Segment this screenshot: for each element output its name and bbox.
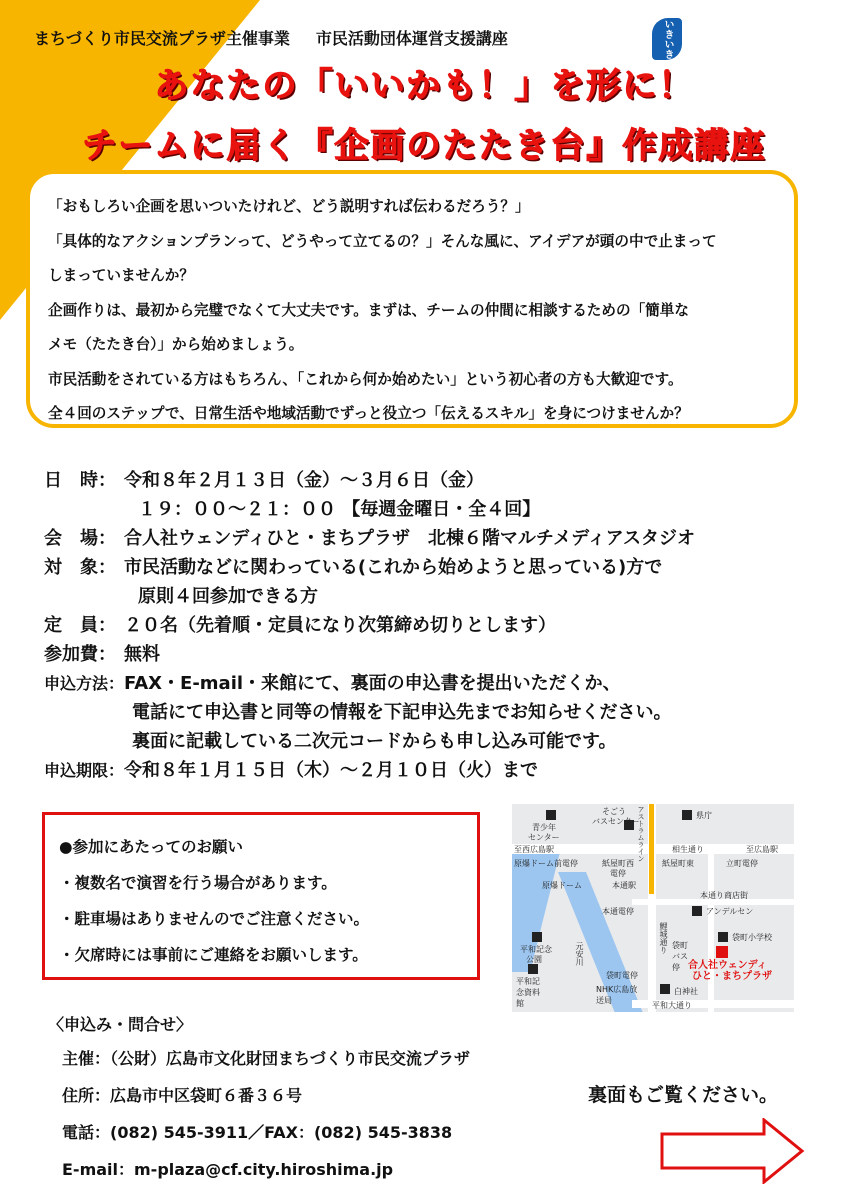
notice-box [42, 812, 480, 980]
ikiiki-logo [652, 18, 682, 60]
intro-line: 「具体的なアクションプランって、どうやって立てるの？」そんな風に、アイデアが頭の中で止まって [48, 232, 717, 250]
date-value: 令和８年２月１３日（金）～３月６日（金） [124, 470, 484, 491]
map-label-bus-center: バスセンター [592, 817, 640, 826]
map-label-heiwa-kinen: 平和記念 [520, 945, 552, 954]
deadline-value: 令和８年１月１５日（木）～２月１０日（火）まで [124, 760, 538, 781]
capacity-label: 定 員： [44, 615, 116, 636]
apply-value-2: 電話にて申込書と同等の情報を下記申込先までお知らせください。 [132, 702, 672, 723]
right-arrow-icon [660, 1118, 806, 1184]
contact-phone: 電話：(082) 545-3911／FAX：(082) 545-3838 [62, 1123, 453, 1142]
intro-line: 全４回のステップで、日常生活や地域活動でずっと役立つ「伝えるスキル」を身につけませんか？ [48, 405, 689, 422]
map-label-nishihiroshima: 至西広島駅 [514, 845, 554, 854]
title-line-2: チームに届く『企画のたたき台』作成講座 [82, 126, 767, 166]
capacity-value: ２０名（先着順・定員になり次第締め切りとします） [124, 615, 556, 636]
map-label-genbaku-stop: 原爆ドーム前電停 [514, 859, 578, 868]
series-name: 市民活動団体運営支援講座 [315, 29, 508, 48]
map-label-genbaku-dome: 原爆ドーム [542, 881, 582, 890]
back-note: 裏面もご覧ください。 [588, 1084, 779, 1106]
astram-line [649, 804, 654, 894]
venue-value: 合人社ウェンディひと・まちプラザ 北棟６階マルチメディアスタジオ [124, 528, 695, 549]
map-label-motoyasu: 元安川 [575, 942, 584, 966]
venue-row [44, 524, 695, 553]
map-label-venue-2: ひと・まちプラザ [692, 971, 772, 982]
target-label: 対 象： [44, 557, 116, 578]
notice-item: ・駐車場はありませんのでご注意ください。 [59, 910, 370, 928]
map-label-andersen: アンデルセン [706, 907, 754, 916]
kencho-block [682, 810, 692, 820]
fee-value: 無料 [124, 644, 160, 665]
shirakami-block [660, 984, 670, 994]
organizer-event: まちづくり市民交流プラザ主催事業 [34, 29, 290, 48]
notice-title: ●参加にあたってのお願い [59, 838, 244, 856]
map-label-aioi: 相生通り [672, 845, 704, 854]
map-label-rijo: 鯉城通り [659, 922, 668, 954]
date-label: 日 時： [44, 470, 116, 491]
map-label-kencho: 県庁 [696, 811, 712, 820]
deadline-label: 申込期限： [44, 761, 125, 780]
intro-line: 「おもしろい企画を思いついたけれど、どう説明すれば伝わるだろう？」 [48, 198, 530, 215]
map-label-bus-stop: 袋町バス停 [672, 941, 688, 972]
header-line [34, 26, 508, 49]
map-label-kamiyacho-east: 紙屋町東 [662, 859, 694, 868]
venue-label: 会 場： [44, 528, 116, 549]
intro-line: しまっていませんか？ [48, 267, 194, 284]
date-row [44, 466, 695, 495]
andersen-block [692, 906, 702, 916]
contact-address: 住所：広島市中区袋町６番３６号 [62, 1086, 303, 1105]
map-label-fukuromachi-school: 袋町小学校 [732, 933, 772, 942]
map-label-heiwa-odori: 平和大通り [652, 1001, 692, 1010]
map-label-shirakami: 白神社 [674, 987, 698, 996]
map-label-densha: 電停 [610, 869, 626, 878]
contact-info [48, 1010, 470, 1188]
map-label-seishonen: 青少年 [532, 823, 556, 832]
time-row [44, 495, 695, 524]
apply-value-3: 裏面に記載している二次元コードからも申し込み可能です。 [132, 731, 617, 752]
map-label-hondori: 本通駅 [612, 881, 636, 890]
contact-email: E-mail：m-plaza@cf.city.hiroshima.jp [62, 1160, 394, 1179]
apply-label: 申込方法： [44, 674, 125, 693]
intro-line: メモ（たたき台）」から始めましょう。 [48, 336, 304, 353]
apply-row-2 [44, 698, 695, 727]
school-block [718, 932, 728, 942]
notice-item: ・複数名で演習を行う場合があります。 [59, 874, 337, 892]
apply-row [44, 669, 695, 698]
apply-row-3 [44, 727, 695, 756]
map-label-nhk: NHK広島放送局 [596, 985, 638, 1005]
map-label-kamiyacho-west: 紙屋町西 [602, 859, 634, 868]
venue-marker [716, 946, 728, 958]
map-label-hondori-stop: 本通電停 [602, 907, 634, 916]
map-label-tatemachi: 立町電停 [726, 859, 758, 868]
map-label-koen: 公園 [526, 955, 542, 964]
target-value-2: 原則４回参加できる方 [138, 586, 318, 607]
intro-line: 市民活動をされている方はもちろん、「これから何か始めたい」という初心者の方も大歓迎です。 [48, 370, 683, 388]
contact-host: 主催：（公財）広島市文化財団まちづくり市民交流プラザ [62, 1049, 470, 1068]
fee-label: 参加費： [44, 644, 116, 665]
capacity-row [44, 611, 695, 640]
intro-line: 企画作りは、最初から完璧でなくて大丈夫です。まずは、チームの仲間に相談するための「簡単な [48, 301, 689, 319]
map-label-fukuromachi-stop: 袋町電停 [606, 971, 638, 980]
target-row [44, 553, 695, 582]
map-label-center: センター [528, 833, 560, 842]
logo-text: いきいき [662, 19, 673, 59]
target-row-2 [44, 582, 695, 611]
fee-row [44, 640, 695, 669]
shiryokan-block [528, 964, 538, 974]
time-value: １９：００～２１：００ 【毎週金曜日・全４回】 [138, 499, 541, 520]
apply-value: FAX・E-mail・来館にて、裏面の申込書を提出いただくか、 [124, 673, 621, 694]
map-label-venue-1: 合人社ウェンディ [688, 960, 767, 971]
title-line-1: あなたの「いいかも！」を形に！ [154, 66, 695, 106]
notice-item: ・欠席時には事前にご連絡をお願いします。 [59, 946, 368, 964]
deadline-row [44, 756, 695, 785]
contact-heading: 〈申込み・問合せ〉 [48, 1015, 193, 1034]
event-details [44, 466, 695, 785]
map-label-shiryokan: 平和記念資料館 [516, 977, 540, 1008]
map-label-sogo: そごう [602, 807, 626, 816]
map-label-astram: アストラムライン [637, 806, 645, 862]
street [708, 846, 714, 1012]
target-value: 市民活動などに関わっている(これから始めようと思っている)方で [124, 557, 663, 578]
access-map [512, 804, 794, 1012]
map-label-hiroshima-station: 至広島駅 [746, 845, 778, 854]
intro-box [26, 170, 798, 428]
map-label-hondori-shotengai: 本通り商店街 [700, 891, 748, 900]
heiwa-block [532, 932, 542, 942]
seishonen-block [546, 810, 556, 820]
